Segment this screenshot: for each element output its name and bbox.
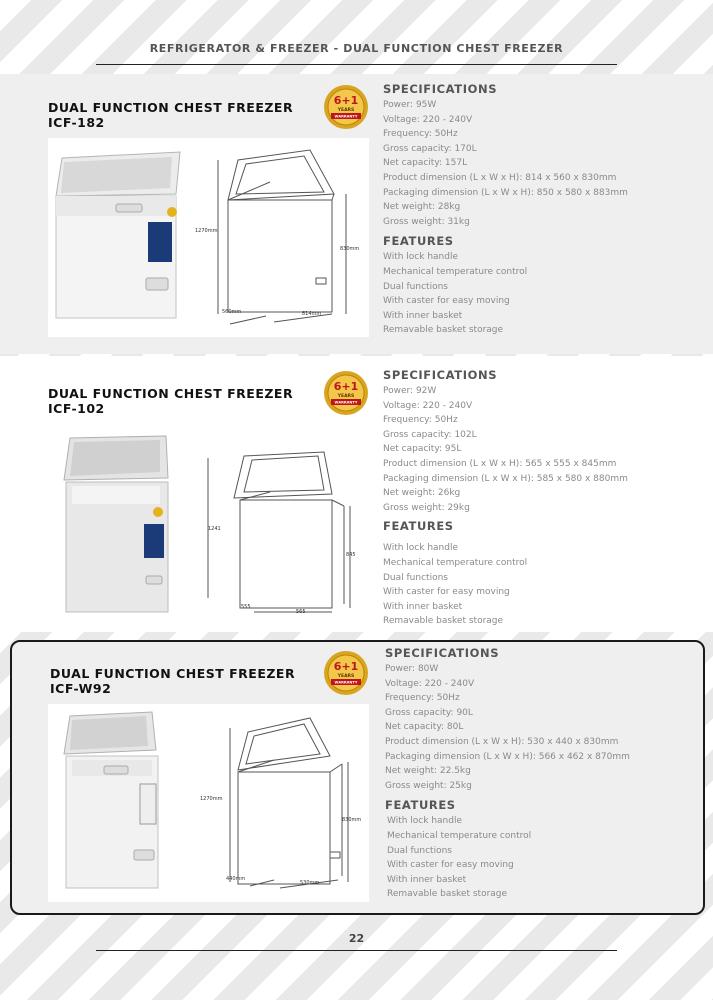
spec-item: Net capacity: 80L bbox=[385, 722, 464, 733]
footer-divider bbox=[96, 950, 617, 951]
product-section-icf-w92 bbox=[10, 640, 705, 915]
product-image-panel bbox=[48, 704, 369, 902]
dim-height: 830mm bbox=[340, 246, 360, 252]
freezer-photo-icon bbox=[56, 152, 180, 318]
feature-item: With inner basket bbox=[383, 310, 463, 321]
product-title bbox=[48, 100, 293, 130]
page-number: 22 bbox=[348, 932, 365, 945]
features-heading: FEATURES bbox=[383, 234, 454, 249]
dim-width: 565 bbox=[296, 609, 306, 615]
product-section-icf-182 bbox=[0, 74, 713, 354]
feature-item: With inner basket bbox=[383, 601, 463, 612]
spec-item: Packaging dimension (L x W x H): 585 x 580 x 880mm bbox=[383, 473, 628, 484]
feature-item: Remavable basket storage bbox=[387, 889, 508, 900]
dim-height: 845 bbox=[346, 552, 356, 558]
feature-item: With caster for easy moving bbox=[383, 587, 510, 598]
badge-years-number: 6+1 bbox=[333, 94, 359, 107]
spec-item: Net weight: 28kg bbox=[383, 202, 461, 213]
product-model: ICF-W92 bbox=[50, 681, 112, 696]
specifications-heading: SPECIFICATIONS bbox=[383, 368, 498, 382]
badge-years-number: 6+1 bbox=[333, 660, 359, 673]
spec-item: Power: 95W bbox=[383, 100, 437, 110]
badge-years-label: YEARS bbox=[337, 674, 355, 679]
feature-item: Dual functions bbox=[383, 572, 448, 583]
dimension-diagram-icon bbox=[218, 150, 346, 324]
spec-item: Net weight: 26kg bbox=[383, 488, 461, 499]
feature-item: With inner basket bbox=[387, 874, 467, 885]
feature-item: With lock handle bbox=[383, 252, 458, 263]
features-heading: FEATURES bbox=[383, 519, 454, 534]
product-image-panel bbox=[48, 138, 369, 337]
spec-item: Gross weight: 25kg bbox=[385, 780, 472, 791]
spec-item: Gross capacity: 90L bbox=[385, 707, 473, 718]
spec-item: Gross capacity: 102L bbox=[383, 429, 477, 440]
product-title-line1: DUAL FUNCTION CHEST FREEZER bbox=[48, 386, 294, 401]
dimension-diagram-icon bbox=[208, 452, 350, 612]
spec-item: Power: 80W bbox=[385, 664, 439, 674]
spec-item: Frequency: 50Hz bbox=[385, 693, 460, 704]
feature-item: Mechanical temperature control bbox=[383, 266, 528, 277]
feature-list bbox=[383, 541, 628, 629]
product-title-line1: DUAL FUNCTION CHEST FREEZER bbox=[48, 100, 294, 115]
product-title bbox=[50, 666, 295, 696]
feature-item: With lock handle bbox=[383, 543, 458, 554]
badge-warranty-label: WARRANTY bbox=[334, 400, 358, 405]
spec-item: Voltage: 220 - 240V bbox=[383, 114, 473, 125]
spec-item: Gross weight: 29kg bbox=[383, 502, 470, 513]
warranty-badge-icon bbox=[323, 650, 369, 696]
spec-item: Product dimension (L x W x H): 565 x 555 x 845mm bbox=[383, 458, 617, 469]
badge-years-label: YEARS bbox=[337, 108, 355, 113]
spec-block bbox=[383, 368, 628, 629]
spec-item: Power: 92W bbox=[383, 386, 437, 396]
product-model: ICF-182 bbox=[48, 115, 105, 130]
spec-list bbox=[383, 384, 628, 515]
product-title bbox=[48, 386, 293, 416]
dim-depth: 440mm bbox=[226, 876, 246, 882]
spec-item: Net capacity: 95L bbox=[383, 444, 462, 455]
feature-item: Remavable basket storage bbox=[383, 325, 504, 336]
spec-list bbox=[383, 98, 628, 229]
feature-item: Mechanical temperature control bbox=[387, 830, 532, 841]
spec-item: Packaging dimension (L x W x H): 850 x 580 x 883mm bbox=[383, 187, 628, 198]
dim-depth: 555 bbox=[241, 604, 251, 610]
dim-height-open: 1241 bbox=[208, 526, 221, 532]
feature-item: Remavable basket storage bbox=[383, 616, 504, 627]
spec-item: Voltage: 220 - 240V bbox=[385, 678, 475, 689]
dim-height: 830mm bbox=[342, 817, 362, 823]
dim-width: 814mm bbox=[302, 311, 322, 317]
spec-item: Frequency: 50Hz bbox=[383, 129, 458, 140]
spec-block bbox=[383, 82, 628, 338]
spec-item: Net capacity: 157L bbox=[383, 158, 468, 169]
feature-item: Dual functions bbox=[383, 281, 448, 292]
feature-item: Dual functions bbox=[387, 845, 452, 856]
feature-item: With caster for easy moving bbox=[387, 860, 514, 871]
spec-item: Packaging dimension (L x W x H): 566 x 462 x 870mm bbox=[385, 751, 630, 762]
product-title-line1: DUAL FUNCTION CHEST FREEZER bbox=[50, 666, 296, 681]
spec-item: Gross capacity: 170L bbox=[383, 143, 477, 154]
spec-list bbox=[385, 662, 630, 793]
feature-list bbox=[385, 814, 630, 902]
dimension-diagram-icon bbox=[230, 718, 348, 888]
spec-item: Gross weight: 31kg bbox=[383, 216, 470, 227]
page-header-title: REFRIGERATOR & FREEZER - DUAL FUNCTION CHEST FREEZER bbox=[149, 42, 564, 55]
product-photo-and-diagram bbox=[48, 704, 369, 902]
product-photo-and-diagram bbox=[48, 138, 369, 337]
header-divider bbox=[96, 64, 617, 65]
feature-item: With lock handle bbox=[387, 816, 462, 827]
badge-warranty-label: WARRANTY bbox=[334, 114, 358, 119]
dim-depth: 560mm bbox=[222, 309, 242, 315]
product-model: ICF-102 bbox=[48, 401, 105, 416]
spec-item: Voltage: 220 - 240V bbox=[383, 400, 473, 411]
feature-item: With caster for easy moving bbox=[383, 296, 510, 307]
spec-block bbox=[385, 646, 630, 902]
product-section-icf-102 bbox=[0, 356, 713, 632]
warranty-badge-icon bbox=[323, 370, 369, 416]
badge-warranty-label: WARRANTY bbox=[334, 680, 358, 685]
specifications-heading: SPECIFICATIONS bbox=[385, 646, 500, 660]
dim-height-open: 1270mm bbox=[195, 228, 218, 234]
freezer-photo-icon bbox=[64, 712, 158, 888]
specifications-heading: SPECIFICATIONS bbox=[383, 82, 498, 96]
spec-item: Product dimension (L x W x H): 814 x 560 x 830mm bbox=[383, 172, 617, 183]
spec-item: Net weight: 22.5kg bbox=[385, 766, 471, 777]
features-heading: FEATURES bbox=[385, 798, 456, 813]
feature-list bbox=[383, 250, 628, 338]
warranty-badge-icon bbox=[323, 84, 369, 130]
dim-width: 530mm bbox=[300, 880, 320, 886]
badge-years-number: 6+1 bbox=[333, 380, 359, 393]
spec-item: Frequency: 50Hz bbox=[383, 415, 458, 426]
spec-item: Product dimension (L x W x H): 530 x 440 x 830mm bbox=[385, 736, 619, 747]
dim-height-open: 1270mm bbox=[200, 796, 223, 802]
badge-years-label: YEARS bbox=[337, 394, 355, 399]
freezer-photo-icon bbox=[64, 436, 168, 612]
feature-item: Mechanical temperature control bbox=[383, 557, 528, 568]
